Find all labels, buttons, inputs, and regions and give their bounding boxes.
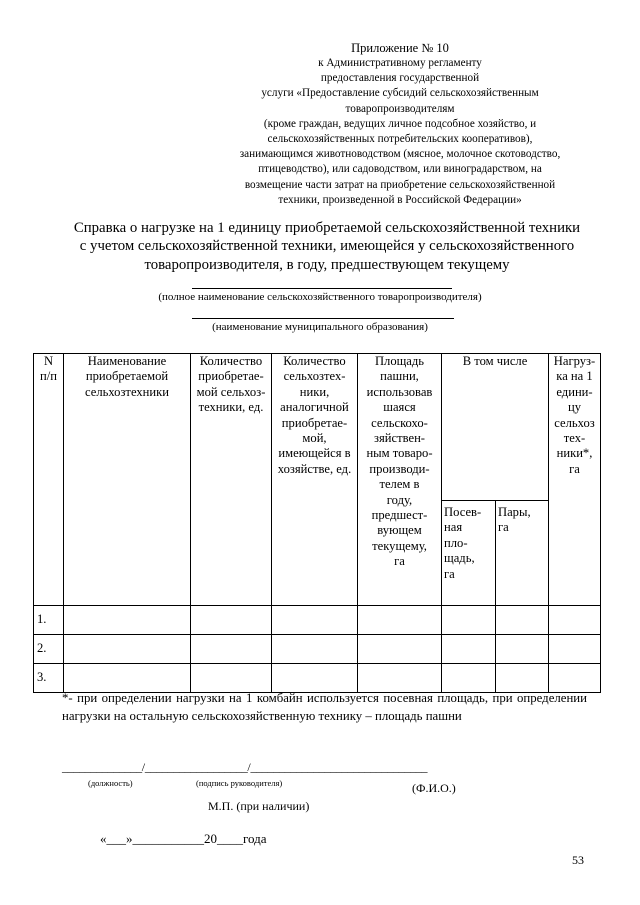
header-load: Нагруз- ка на 1 едини- цу сельхоз тех- ники*, га (549, 354, 601, 606)
cell-load[interactable] (549, 664, 601, 693)
cell-sown[interactable] (442, 635, 496, 664)
header-qty: Количество приобретае- мой сельхоз- техники, ед. (191, 354, 272, 606)
cell-qty[interactable] (191, 664, 272, 693)
row-number: 2. (34, 635, 64, 664)
title-line: с учетом сельскохозяйственной техники, имеющейся у сельскохозяйственного (79, 238, 575, 255)
cell-name[interactable] (64, 635, 191, 664)
cell-qty-analog[interactable] (272, 635, 358, 664)
municipality-field[interactable] (192, 318, 454, 319)
cell-load[interactable] (549, 635, 601, 664)
document-title (52, 219, 602, 274)
signature-line[interactable]: ______________/__________________/_______________________________ (62, 760, 428, 774)
cell-qty-analog[interactable] (272, 664, 358, 693)
position-caption: (должность) (88, 778, 133, 788)
row-number: 1. (34, 606, 64, 635)
municipality-caption: (наименование муниципального образования) (212, 321, 428, 333)
cell-area[interactable] (358, 606, 442, 635)
cell-fallow[interactable] (496, 664, 549, 693)
producer-name-caption: (полное наименование сельскохозяйственного товаропроизводителя) (158, 291, 482, 303)
appendix-line: Приложение № 10 (351, 41, 449, 55)
footnote: *- при определении нагрузки на 1 комбайн используется посевная площадь, при определении нагрузки на остальную сельскохозяйственную технику – площадь пашни (62, 691, 587, 723)
cell-fallow[interactable] (496, 606, 549, 635)
row-number: 3. (34, 664, 64, 693)
seal-caption: М.П. (при наличии) (208, 799, 310, 813)
load-table (33, 353, 601, 693)
appendix-line: предоставления государственной (320, 72, 480, 85)
cell-fallow[interactable] (496, 635, 549, 664)
cell-qty-analog[interactable] (272, 606, 358, 635)
appendix-line: сельскохозяйственных потребительских кооперативов), (267, 133, 533, 146)
appendix-line: услуги «Предоставление субсидий сельскохозяйственным (261, 87, 539, 100)
producer-name-field[interactable] (192, 288, 452, 289)
appendix-line: птицеводство), или садоводством, или виноградарством, на (258, 163, 542, 176)
cell-name[interactable] (64, 606, 191, 635)
appendix-header (200, 40, 600, 208)
cell-qty[interactable] (191, 606, 272, 635)
appendix-line: к Административному регламенту (318, 57, 482, 69)
cell-qty[interactable] (191, 635, 272, 664)
signature-caption: (подпись руководителя) (196, 778, 283, 788)
fio-caption: (Ф.И.О.) (412, 781, 456, 795)
header-num: N п/п (34, 354, 64, 606)
cell-sown[interactable] (442, 664, 496, 693)
title-line: Справка о нагрузке на 1 единицу приобретаемой сельскохозяйственной техники (73, 220, 581, 236)
title-line: товаропроизводителя, в году, предшествующем текущему (144, 256, 510, 273)
cell-area[interactable] (358, 635, 442, 664)
date-line[interactable]: «___»___________20____года (100, 831, 267, 846)
table-row (34, 635, 601, 664)
appendix-line: занимающимся животноводством (мясное, молочное скотоводство, (239, 148, 561, 161)
header-qty-analog: Количество сельхозтех- ники, аналогичной приобретае- мой, имеющейся в хозяйстве, ед. (272, 354, 358, 606)
cell-name[interactable] (64, 664, 191, 693)
header-sown: Посев- ная пло- щадь, га (442, 501, 496, 606)
cell-area[interactable] (358, 664, 442, 693)
header-incl: В том числе (442, 354, 549, 501)
header-area: Площадь пашни, использовав шаяся сельскохо- зяйствен- ным товаро- производи- телем в году, предшест- вующем текущему, га (358, 354, 442, 606)
cell-load[interactable] (549, 606, 601, 635)
table-row (34, 606, 601, 635)
table-row (34, 664, 601, 693)
appendix-line: возмещение части затрат на приобретение сельскохозяйственной (244, 178, 556, 191)
header-name: Наименование приобретаемой сельхозтехники (64, 354, 191, 606)
header-fallow: Пары, га (496, 501, 549, 606)
appendix-line: товаропроизводителям (345, 102, 455, 115)
appendix-line: (кроме граждан, ведущих личное подсобное хозяйство, и (263, 117, 537, 130)
cell-sown[interactable] (442, 606, 496, 635)
appendix-line: техники, произведенной в Российской Федерации» (278, 193, 522, 206)
page-number: 53 (572, 853, 584, 867)
